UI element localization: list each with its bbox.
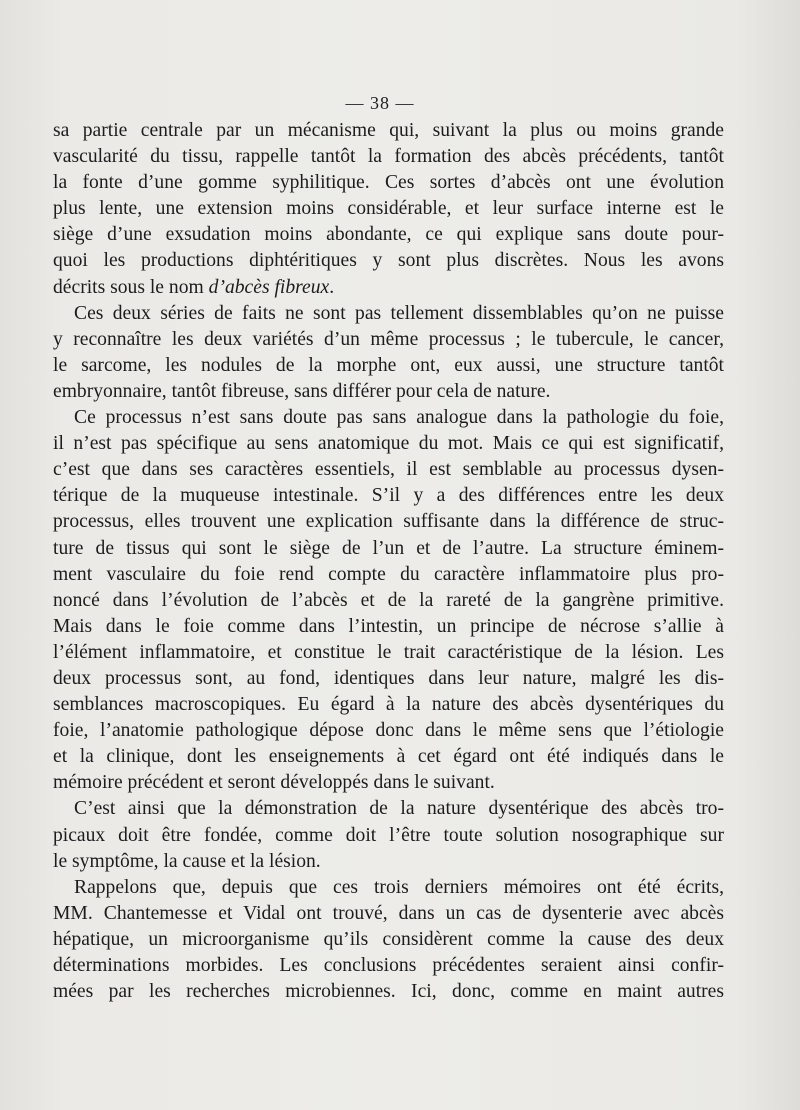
text-line: la fonte d’une gomme syphilitique. Ces sortes d’abcès ont une évolution <box>53 172 724 194</box>
text-line: sa partie centrale par un mécanisme qui, suivant la plus ou moins grande <box>53 120 724 141</box>
text-line: quoi les productions diphtéritiques y sont plus discrètes. Nous les avons <box>53 250 724 272</box>
text-line: mées par les recherches microbiennes. Ici, donc, comme en maint autres <box>53 981 724 1003</box>
text-line-italic <box>53 275 724 301</box>
text-line: y reconnaître les deux variétés d’un même processus ; le tubercule, le cancer, <box>53 328 724 350</box>
text-line: C’est ainsi que la démonstration de la nature dysentérique des abcès tro- <box>74 798 724 820</box>
text-line: foie, l’anatomie pathologique dépose donc dans le même sens que l’étiologie <box>53 720 724 742</box>
text-line: ment vasculaire du foie rend compte du caractère inflammatoire plus pro- <box>53 563 724 585</box>
text-line: embryonnaire, tantôt fibreuse, sans différer pour cela de nature. <box>53 380 551 402</box>
text-line: mémoire précédent et seront développés dans le suivant. <box>53 772 495 794</box>
text-line: picaux doit être fondée, comme doit l’être toute solution nosographique sur <box>53 824 724 846</box>
text-line: déterminations morbides. Les conclusions précédentes seraient ainsi confir- <box>53 955 724 976</box>
page-number: — 38 — <box>345 93 415 113</box>
italic-term: d’abcès fibreux <box>208 276 330 298</box>
text-line: semblances macroscopiques. Eu égard à la nature des abcès dysentériques du <box>53 694 724 716</box>
text-line: processus, elles trouvent une explication suffisante dans la différence de struc- <box>53 511 724 533</box>
text-line: le sarcome, les nodules de la morphe ont, eux aussi, une structure tantôt <box>53 354 724 376</box>
text-line: l’élément inflammatoire, et constitue le trait caractéristique de la lésion. Les <box>53 641 724 663</box>
text-line: le symptôme, la cause et la lésion. <box>53 850 321 872</box>
text-line: térique de la muqueuse intestinale. S’il y a des différences entre les deux <box>53 485 724 507</box>
text-line: hépatique, un microorganisme qu’ils considèrent comme la cause des deux <box>53 928 724 950</box>
text-line: MM. Chantemesse et Vidal ont trouvé, dans un cas de dysenterie avec abcès <box>53 902 724 924</box>
italic-line-prefix: décrits sous le nom <box>53 276 209 298</box>
text-line: deux processus sont, au fond, identiques dans leur nature, malgré les dis- <box>53 667 724 689</box>
text-line: vascularité du tissu, rappelle tantôt la formation des abcès précédents, tantôt <box>53 146 724 168</box>
text-line: Ce processus n’est sans doute pas sans analogue dans la pathologie du foie, <box>74 407 724 429</box>
italic-line-suffix: . <box>329 276 335 298</box>
text-line: et la clinique, dont les enseignements à cet égard ont été indiqués dans le <box>53 746 724 768</box>
body-text <box>53 118 724 1005</box>
text-line: noncé dans l’évolution de l’abcès et de la rareté de la gangrène primitive. <box>53 589 724 611</box>
text-line: c’est que dans ses caractères essentiels, il est semblable au processus dysen- <box>53 459 724 481</box>
text-line: plus lente, une extension moins considérable, et leur surface interne est le <box>53 198 724 220</box>
text-line: Ces deux séries de faits ne sont pas tellement dissemblables qu’on ne puisse <box>74 302 724 324</box>
text-line: il n’est pas spécifique au sens anatomique du mot. Mais ce qui est significatif, <box>53 433 724 455</box>
text-line: Rappelons que, depuis que ces trois derniers mémoires ont été écrits, <box>74 876 724 898</box>
text-line: ture de tissus qui sont le siège de l’un et de l’autre. La structure éminem- <box>53 537 724 559</box>
text-line: Mais dans le foie comme dans l’intestin, un principe de nécrose s’allie à <box>53 615 724 637</box>
text-line: siège d’une exsudation moins abondante, ce qui explique sans doute pour- <box>53 224 724 246</box>
